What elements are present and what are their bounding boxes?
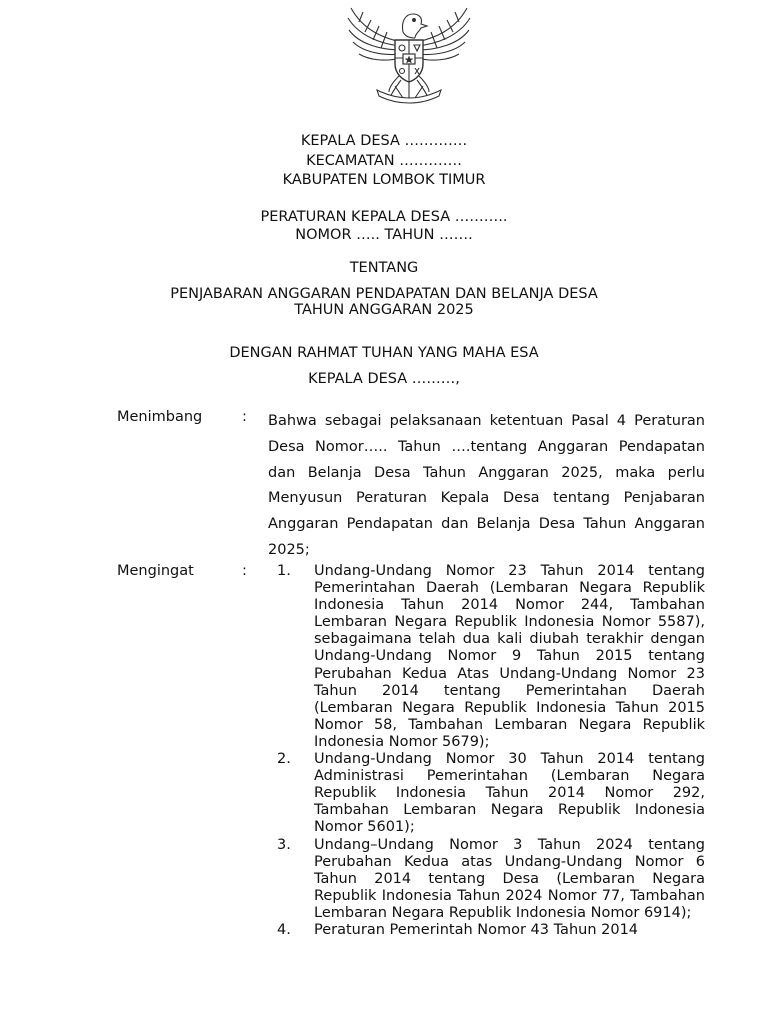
header-regency: KABUPATEN LOMBOK TIMUR <box>282 172 486 188</box>
mengingat-list <box>268 563 705 939</box>
list-item-text: Undang-Undang Nomor 23 Tahun 2014 tentang Pemerintahan Daerah (Lembaran Negara Republik Indonesia Tahun 2014 Nomor 244, Tambahan Lembaran Negara Republik Indonesia Nomor 5587), sebagaimana telah dua kali diubah terakhir dengan Undang-Undang Nomor 9 Tahun 2015 tentang Perubahan Kedua Atas Undang-Undang Nomor 23 Tahun 2014 tentang Pemerintahan Daerah (Lembaran Negara Republik Indonesia Tahun 2015 Nomor 58, Tambahan Lembaran Negara Republik Indonesia Nomor 5679); <box>314 563 705 750</box>
about-label: TENTANG <box>349 260 419 276</box>
menimbang-label: Menimbang <box>117 409 203 425</box>
regulation-title: PERATURAN KEPALA DESA ……….. <box>260 209 508 225</box>
preamble-grace: DENGAN RAHMAT TUHAN YANG MAHA ESA <box>229 345 539 361</box>
list-item <box>268 563 705 751</box>
list-item <box>268 751 705 836</box>
menimbang-text: Bahwa sebagai pelaksanaan ketentuan Pasal 4 Peraturan Desa Nomor….. Tahun ….tentang Anggaran Pendapatan dan Belanja Desa Tahun Anggaran 2025, maka perlu Menyusun Peraturan Kepala Desa tentang Penjabaran Anggaran Pendapatan dan Belanja Desa Tahun Anggaran 2025; <box>268 413 705 558</box>
list-item-number: 2. <box>277 751 291 768</box>
regulation-subject-line-2: TAHUN ANGGARAN 2025 <box>294 302 474 318</box>
list-item-number: 3. <box>277 836 291 853</box>
list-item-text: Undang–Undang Nomor 3 Tahun 2024 tentang Perubahan Kedua atas Undang-Undang Nomor 6 Tahun 2014 tentang Desa (Lembaran Negara Republik Indonesia Tahun 2024 Nomor 77, Tambahan Lembaran Negara Republik Indonesia Nomor 6914); <box>314 836 705 921</box>
garuda-pancasila-emblem-icon <box>343 2 475 104</box>
list-item-number: 1. <box>277 563 291 579</box>
list-item-number: 4. <box>277 921 291 938</box>
list-item <box>268 837 705 922</box>
list-item-text: Peraturan Pemerintah Nomor 43 Tahun 2014 <box>314 921 639 938</box>
menimbang-colon: : <box>242 409 247 425</box>
mengingat-colon: : <box>242 563 247 579</box>
regulation-number: NOMOR ….. TAHUN ……. <box>295 227 473 243</box>
list-item-text: Undang-Undang Nomor 30 Tahun 2014 tentang Administrasi Pemerintahan (Lembaran Negara Republik Indonesia Tahun 2014 Nomor 292, Tambahan Lembaran Negara Republik Indonesia Nomor 5601); <box>314 751 705 836</box>
header-district: KECAMATAN …………. <box>306 153 462 169</box>
regulation-subject-line-1: PENJABARAN ANGGARAN PENDAPATAN DAN BELANJA DESA <box>170 286 598 302</box>
header-village-head: KEPALA DESA …………. <box>300 133 468 149</box>
list-item <box>268 922 705 939</box>
mengingat-label: Mengingat <box>117 563 194 579</box>
preamble-authority: KEPALA DESA ………, <box>308 371 460 387</box>
